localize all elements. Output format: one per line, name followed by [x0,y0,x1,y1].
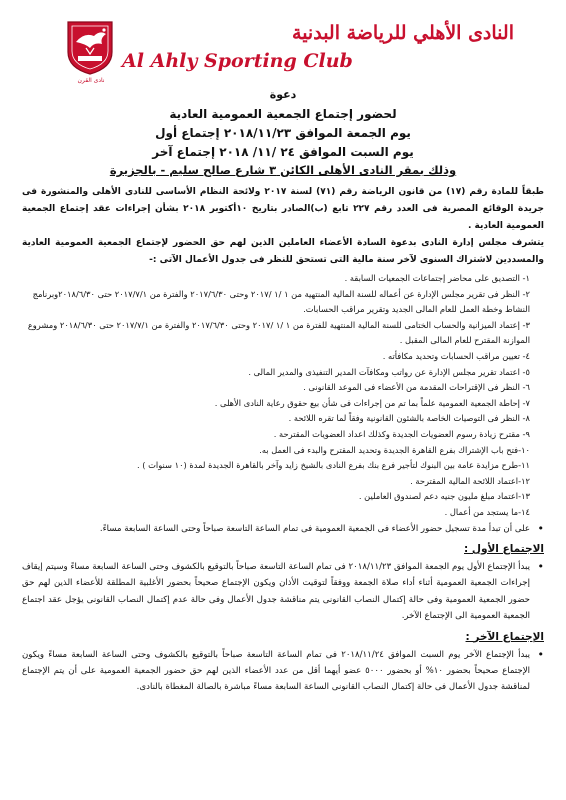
agenda-item: ٧- إحاطة الجمعية العمومية علماً بما تم من إجراءات فى شأن بيع حقوق رعاية النادى الأهلى . [214,397,530,408]
first-meeting-heading: الاجتماع الأول : [464,542,544,555]
title-block [22,86,544,178]
second-meeting-date: يوم السبت الموافق ٢٤ /١١/ ٢٠١٨ إجتماع آخر [152,145,414,159]
agenda-item: ٥- اعتماد تقرير مجلس الإدارة عن رواتب ومكافآت المدير التنفيذى والمدير المالى . [248,366,530,377]
invitation-paragraph: يتشرف مجلس إدارة النادى بدعوة السادة الأعضاء العاملين الذين لهم حق الحضور لإجتماع الجمعية العمومية العادية والمسددين لاشتراك السنوى لآخر سنة مالية التى تستحق للنظر فى جدول الأعمال الآتى :- [22,238,544,265]
registration-note: • على أن تبدأ مدة تسجيل حضور الأعضاء فى الجمعية العمومية فى تمام الساعة التاسعة صباحاً وحتى الساعة السابعة مساءً. [22,521,544,537]
first-meeting-date: يوم الجمعة الموافق ٢٠١٨/١١/٢٣ إجتماع أول [155,126,411,140]
agenda-item: ١٠-فتح باب الإشتراك بفرع القاهرة الجديدة وتحديد المقترح والبدء فى العمل به. [259,444,530,455]
agenda-item: ٤- تعيين مراقب الحسابات وتحديد مكافأته . [382,350,530,361]
agenda-item: ١٤-ما يستجد من أعمال . [444,506,530,517]
second-meeting-text: • يبدأ الإجتماع الآخر يوم السبت الموافق ٢٠١٨/١١/٢٤ فى تمام الساعة التاسعة صباحاً بالتوقيع بالكشوف وحتى الساعة السابعة مساءً ويكون الإجتماع صحيحاً بحضور ١٠% أو بحضور ٥٠٠٠ عضو أيهما أقل من عدد الأعضاء الذين لهم حق حضور الجمعية العمومية على أن يتم الإجتماع لمناقشة جدول الأعمال فى حالة إكتمال النصاب القانونى الساعة السابعة مساءً مباشرة بالصالة المغطاة بالنادى. [22,647,544,696]
agenda-item: ٩- مقترح زيادة رسوم العضويات الجديدة وكذلك اعداد العضويات المقترحة . [273,428,530,439]
meeting-title: لحضور إجتماع الجمعية العمومية العادية [169,107,397,121]
first-meeting-text: • يبدأ الإجتماع الأول يوم الجمعة الموافق ٢٠١٨/١١/٢٣ فى تمام الساعة التاسعة صباحاً بالتوقيع بالكشوف وحتى الساعة السابعة مساءً وسيتم إيقاف إجراءات الجمعية العمومية أثناء أداء صلاة الجمعة ووفقاً لتوقيت الأذان ويكون الإجتماع صحيحاً بحضور الأغلبية المطلقة للأعضاء الذين لهم حق حضور الجمعية العمومية وفى حالة إكتمال النصاب القانونى يتم مناقشة جدول الأعمال وفى حالة عدم إكتمال النصاب القانونى يؤجل عقد اجتماع الجمعية العمومية الى الإجتماع الآخر. [22,559,544,625]
letterhead [22,14,544,84]
second-meeting-heading: الإجتماع الآخر : [465,630,544,643]
agenda-list [22,271,544,521]
club-logo-icon [64,18,116,76]
club-name-arabic: النادى الأهلي للرياضة البدنية [292,22,514,44]
intro-paragraph: طبقاً للمادة رقم (١٧) من قانون الرياضة رقم (٧١) لسنة ٢٠١٧ ولائحة النظام الأساسى للنادى الأهلى والمنشورة فى جريدة الوقائع المصرية فى العدد رقم ٢٢٧ تابع (ب)الصادر بتاريخ ١٠أكتوبر ٢٠١٨ بشأن إجراءات عقد إجتماع الجمعية العمومية العادية . [22,187,545,231]
agenda-item: ١- التصديق على محاضر إجتماعات الجمعيات السابقة . [344,273,530,283]
agenda-item: ٨- النظر فى التوصيات الخاصة بالشئون القانونية وفقاً لما تقره اللائحة . [288,413,530,424]
agenda-item: ٦- النظر فى الإقتراحات المقدمة من الأعضاء فى الموعد القانونى . [303,382,530,393]
logo-caption: نادى القرن [77,77,105,84]
agenda-item: ١٣-اعتماد مبلغ مليون جنيه دعم لصندوق العاملين . [358,491,530,502]
invitation-label: دعوة [269,88,297,101]
agenda-item: ٣- إعتماد الميزانية والحساب الختامى للسنة المالية المنتهية للفترة من ١ /١ /٢٠١٧ وحتى ٢٠١٧/٦/٣٠ والفترة من ٢٠١٧/٧/١ حتى ٢٠١٨/٦/٣٠ ومشروع الموازنة المقترح للعام المالى المقبل . [27,319,530,346]
agenda-item: ١١-طرح مزايدة عامة بين البنوك لتأجير فرع بنك بفرع النادى بالشيخ زايد وآخر بالقاهرة الجديدة لمدة (١٠ سنوات ) . [136,460,530,471]
meeting-location: وذلك بمقر النادى الأهلى الكائن ٣ شارع صالح سليم - بالجزيرة [109,163,457,177]
agenda-item: ٢- النظر فى تقرير مجلس الإدارة عن أعماله للسنة المالية المنتهية من ١ /١ /٢٠١٧ وحتى ٢٠١٧/٦/٣٠ والفترة من ٢٠١٧/٧/١ حتى ٢٠١٨/٦/٣٠وبرنامج النشاط وخطة العمل للعام المالى الجديد وتقرير مراقب الحسابات. [32,288,530,315]
club-name-english: Al Ahly Sporting Club [122,50,353,72]
agenda-item: ١٢-اعتماد اللائحة المالية المقترحة . [410,475,530,486]
